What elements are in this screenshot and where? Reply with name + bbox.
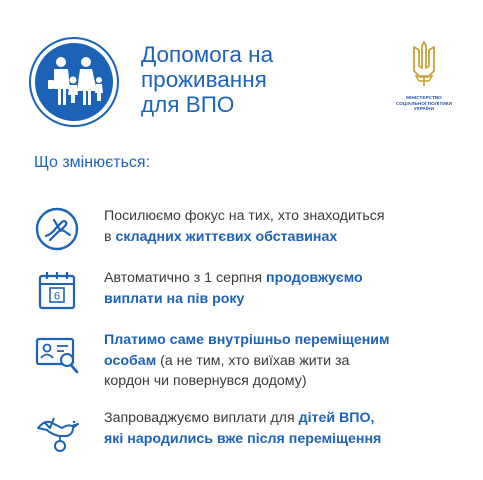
caring-hands-icon bbox=[34, 206, 80, 252]
section-heading: Що змінюється: bbox=[34, 154, 151, 171]
item-line: які народились вже після переміщення bbox=[104, 430, 382, 447]
ministry-line-1: МІНІСТЕРСТВО bbox=[406, 95, 442, 100]
item-line: Автоматично з 1 серпня продовжуємо bbox=[104, 270, 363, 286]
title-line-1: Допомога на bbox=[141, 42, 274, 67]
ministry-line-2: СОЦІАЛЬНОЇ ПОЛІТИКИ bbox=[395, 100, 453, 106]
item-text bbox=[104, 206, 474, 247]
id-card-search-icon bbox=[34, 330, 80, 376]
trident-icon bbox=[406, 40, 442, 88]
item-line: Посилюємо фокус на тих, хто знаходиться bbox=[104, 208, 385, 224]
page-title bbox=[141, 42, 351, 117]
item-line: Запроваджуємо виплати для дітей ВПО, bbox=[104, 410, 375, 426]
title-line-3: для ВПО bbox=[141, 92, 235, 117]
stork-baby-icon bbox=[34, 408, 80, 454]
item-text bbox=[104, 330, 474, 392]
svg-text:6: 6 bbox=[53, 290, 61, 303]
item-text bbox=[104, 268, 474, 309]
item-line: кордон чи повернувся додому) bbox=[104, 373, 307, 389]
title-line-2: проживання bbox=[141, 67, 267, 92]
calendar-icon bbox=[34, 268, 80, 314]
ministry-logo bbox=[384, 40, 464, 112]
item-line: особам (а не тим, хто виїхав жити за bbox=[104, 352, 350, 369]
item-text bbox=[104, 408, 474, 449]
item-line: в складних життєвих обставинах bbox=[104, 228, 338, 245]
family-logo-icon bbox=[28, 36, 120, 128]
ministry-line-3: УКРАЇНИ bbox=[413, 106, 435, 112]
item-line: виплати на пів року bbox=[104, 290, 245, 307]
item-line: Платимо саме внутрішньо переміщеним bbox=[104, 332, 390, 348]
